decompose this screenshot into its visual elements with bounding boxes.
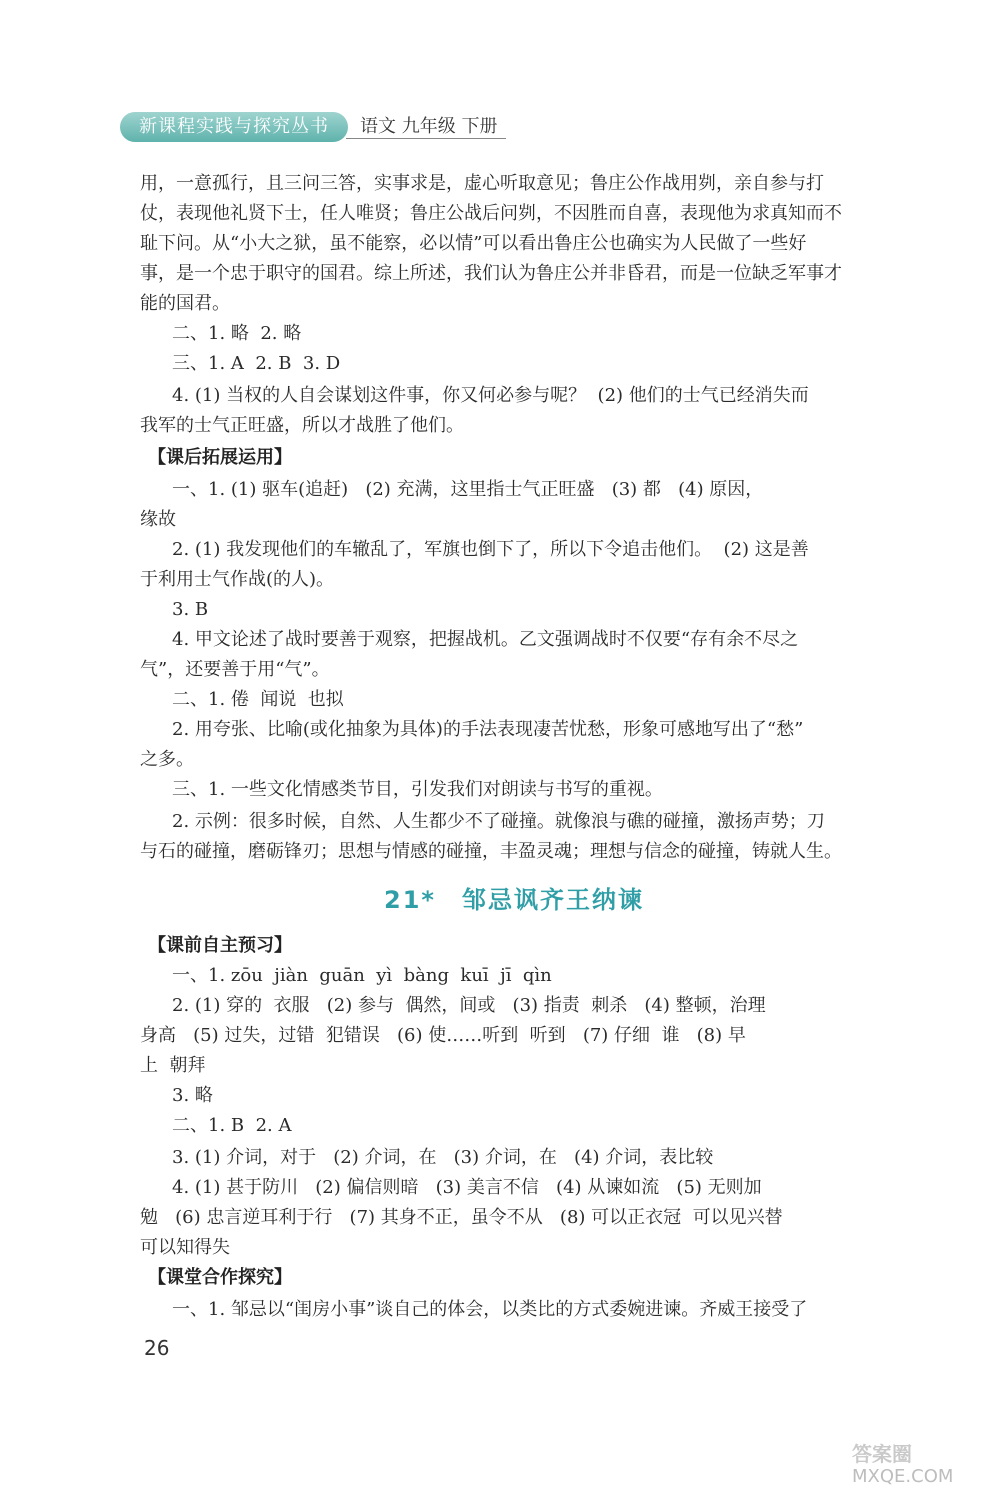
- text-line: 二、1. B 2. A: [172, 1115, 292, 1136]
- text-line: 2. (1) 我发现他们的车辙乱了，军旗也倒下了，所以下令追击他们。 (2) 这是善: [172, 539, 809, 560]
- text-line: 3. B: [172, 599, 209, 620]
- watermark-text: 答案圈: [852, 1442, 912, 1466]
- lesson-number: 21*: [384, 886, 436, 914]
- text-line: 可以知得失: [140, 1237, 230, 1258]
- text-line: 一、1. 邹忌以“闺房小事”谈自己的体会，以类比的方式委婉进谏。齐威王接受了: [172, 1299, 808, 1320]
- text-line: 3. 略: [172, 1085, 213, 1106]
- text-line: 勉 (6) 忠言逆耳利于行 (7) 其身不正，虽令不从 (8) 可以正衣冠 可以见兴替: [140, 1207, 783, 1228]
- text-line: 4. 甲文论述了战时要善于观察，把握战机。乙文强调战时不仅要“存有余不尽之: [172, 629, 799, 650]
- text-line: 用，一意孤行，且三问三答，实事求是，虚心听取意见；鲁庄公作战用刿，亲自参与打: [140, 173, 824, 194]
- running-header: [120, 112, 500, 144]
- text-line: 4. (1) 当权的人自会谋划这件事，你又何必参与呢？ (2) 他们的士气已经消失而: [172, 385, 809, 406]
- text-line: 3. (1) 介词，对于 (2) 介词，在 (3) 介词，在 (4) 介词，表比较: [172, 1147, 714, 1168]
- text-line: 能的国君。: [140, 293, 230, 314]
- series-title-badge: 新课程实践与探究丛书: [120, 112, 348, 142]
- text-line: 气”，还要善于用“气”。: [140, 659, 330, 680]
- text-line: 一、1. zōu jiàn guān yì bàng kuī jī qìn: [172, 965, 552, 986]
- subject-grade-label: 语文 九年级 下册: [360, 116, 498, 137]
- header-rule: [346, 138, 506, 139]
- page-number: 26: [144, 1336, 170, 1360]
- text-line: 三、1. 一些文化情感类节目，引发我们对朗读与书写的重视。: [172, 779, 663, 800]
- text-line: 上 朝拜: [140, 1055, 206, 1076]
- section-heading: 【课后拓展运用】: [148, 447, 292, 468]
- watermark-url: MXQE.COM: [852, 1466, 954, 1487]
- text-line: 二、1. 倦 闻说 也拟: [172, 689, 344, 710]
- lesson-name: 邹忌讽齐王纳谏: [461, 886, 644, 914]
- text-line: 一、1. (1) 驱车(追赶) (2) 充满，这里指士气正旺盛 (3) 都 (4) 原因，: [172, 479, 764, 500]
- text-line: 三、1. A 2. B 3. D: [172, 353, 341, 374]
- text-line: 于利用士气作战(的人)。: [140, 569, 335, 590]
- text-line: 仗，表现他礼贤下士，任人唯贤；鲁庄公战后问刿，不因胜而自喜，表现他为求真知而不: [140, 203, 842, 224]
- text-line: 缘故: [140, 509, 176, 530]
- text-line: 二、1. 略 2. 略: [172, 323, 302, 344]
- text-line: 身高 (5) 过失，过错 犯错误 (6) 使……听到 听到 (7) 仔细 谁 (8) 早: [140, 1025, 746, 1046]
- text-line: 我军的士气正旺盛，所以才战胜了他们。: [140, 415, 464, 436]
- section-heading: 【课前自主预习】: [148, 935, 292, 956]
- text-line: 4. (1) 甚于防川 (2) 偏信则暗 (3) 美言不信 (4) 从谏如流 (5) 无则加: [172, 1177, 762, 1198]
- text-line: 耻下问。从“小大之狱，虽不能察，必以情”可以看出鲁庄公也确实为人民做了一些好: [140, 233, 807, 254]
- text-line: 2. 用夸张、比喻(或化抽象为具体)的手法表现凄苦忧愁，形象可感地写出了“愁”: [172, 719, 804, 740]
- watermark-logo: [852, 1400, 992, 1490]
- text-line: 事，是一个忠于职守的国君。综上所述，我们认为鲁庄公并非昏君，而是一位缺乏军事才: [140, 263, 842, 284]
- text-line: 2. (1) 穿的 衣服 (2) 参与 偶然，间或 (3) 指责 刺杀 (4) 整顿，治理: [172, 995, 766, 1016]
- text-line: 与石的碰撞，磨砺锋刃；思想与情感的碰撞，丰盈灵魂；理想与信念的碰撞，铸就人生。: [140, 841, 842, 862]
- section-heading: 【课堂合作探究】: [148, 1267, 292, 1288]
- text-line: 2. 示例：很多时候，自然、人生都少不了碰撞。就像浪与礁的碰撞，激扬声势；刀: [172, 811, 825, 832]
- text-line: 之多。: [140, 749, 194, 770]
- lesson-title: [384, 884, 644, 916]
